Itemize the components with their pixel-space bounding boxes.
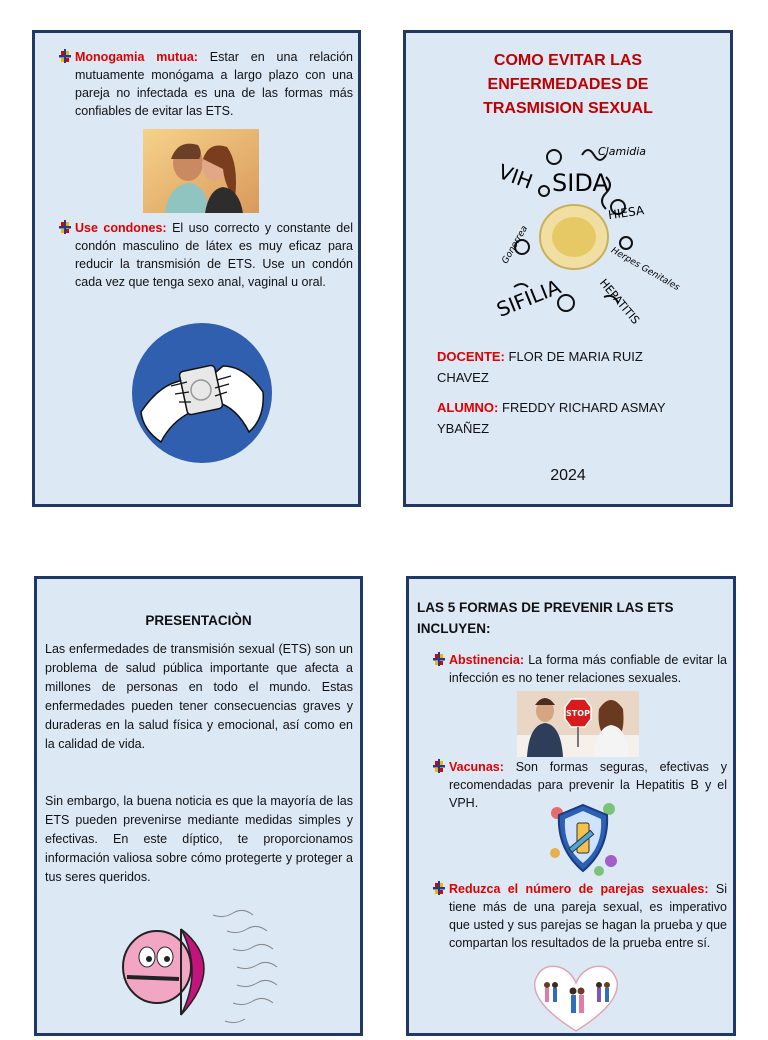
bullet-label: Reduzca el número de parejas sexuales: (449, 882, 709, 896)
art-word: VIH (495, 159, 536, 194)
bullet-marker-icon (59, 220, 71, 234)
bullet-marker-icon (433, 881, 445, 895)
couple-stop-sign-photo (517, 691, 639, 757)
bullet-condones (75, 219, 353, 291)
alumno-label: ALUMNO: (437, 400, 499, 415)
bullet-text: La forma más confiable de evitar la infección es no tener relaciones sexuales. (449, 653, 727, 685)
bullet-text: Estar en una relación mutuamente monógama a largo plazo con una pareja no infectada es una de las formas más confiables de evitar las ETS. (75, 50, 353, 118)
panel-cover (403, 30, 733, 507)
couples-heart-illustration (527, 963, 625, 1033)
bullet-marker-icon (433, 652, 445, 666)
art-word: Gonorrea (500, 224, 531, 266)
bullet-label: Abstinencia: (449, 653, 525, 667)
art-word: SIFILIA (493, 274, 565, 322)
bullet-marker-icon (433, 759, 445, 773)
docente-name: FLOR DE MARIA RUIZ (508, 349, 643, 364)
art-word: Clamidia (598, 145, 647, 158)
art-word: SIDA (552, 169, 609, 197)
umbrella-germs-illustration (117, 905, 289, 1035)
bullet-text: Son formas seguras, efectivas y recomendadas para prevenir la Hepatitis B y el VPH. (449, 760, 727, 810)
docente-name: CHAVEZ (437, 370, 489, 385)
condon-hands-illustration (131, 322, 273, 464)
cover-year: 2024 (550, 467, 586, 484)
cover-title-line: TRASMISION SEXUAL (483, 100, 653, 117)
vaccine-shield-illustration (547, 799, 619, 877)
bullet-abstinencia (449, 651, 727, 687)
cover-title-line: COMO EVITAR LAS (493, 52, 643, 69)
std-names-illustration (493, 137, 682, 327)
couple-kissing-photo (143, 129, 259, 213)
formas-heading: LAS 5 FORMAS DE PREVENIR LAS ETS INCLUYEN: (417, 600, 674, 636)
docente-block (437, 346, 707, 388)
stop-sign-text: STOP (566, 709, 590, 718)
bullet-marker-icon (59, 49, 71, 63)
presentacion-paragraph: Sin embargo, la buena noticia es que la mayoría de las ETS pueden prevenirse mediante medidas simples y efectivas. En este díptico, te proporcionamos información valiosa sobre cómo protegerte y proteger a tus seres queridos. (45, 794, 353, 884)
alumno-name: YBAÑEZ (437, 421, 490, 436)
bullet-reduzca-parejas (449, 880, 727, 952)
alumno-name: FREDDY RICHARD ASMAY (502, 400, 666, 415)
docente-label: DOCENTE: (437, 349, 505, 364)
presentacion-paragraph: Las enfermedades de transmisión sexual (ETS) son un problema de salud pública importante que afecta a millones de personas en todo el mundo. Estas enfermedades pueden tener consecuencias graves y duraderas en la salud física y emocional, así como en la calidad de vida. (45, 642, 353, 751)
art-word: HIESA (607, 203, 645, 223)
panel-presentacion (34, 576, 363, 1036)
art-word: Herpes Genitales (609, 245, 682, 294)
presentacion-heading: PRESENTACIÒN (145, 613, 252, 628)
bullet-text: Si tiene más de una pareja sexual, es imperativo que usted y sus parejas se hagan la prueba y que compartan los resultados de la prueba entre sí. (449, 882, 727, 950)
bullet-monogamia (75, 48, 353, 120)
panel-prevention-methods-2 (406, 576, 736, 1036)
alumno-block (437, 397, 707, 439)
cover-title (406, 49, 730, 121)
panel-prevention-methods-1 (32, 30, 361, 507)
bullet-text: El uso correcto y constante del condón masculino de látex es muy eficaz para reducir la transmisión de ETS. Use un condón cada vez que tenga sexo anal, vaginal u oral. (75, 221, 353, 289)
art-word: HEPATITIS (596, 276, 643, 327)
cover-title-line: ENFERMEDADES DE (487, 76, 649, 93)
bullet-label: Use condones: (75, 221, 167, 235)
bullet-label: Monogamia mutua: (75, 50, 198, 64)
bullet-label: Vacunas: (449, 760, 504, 774)
